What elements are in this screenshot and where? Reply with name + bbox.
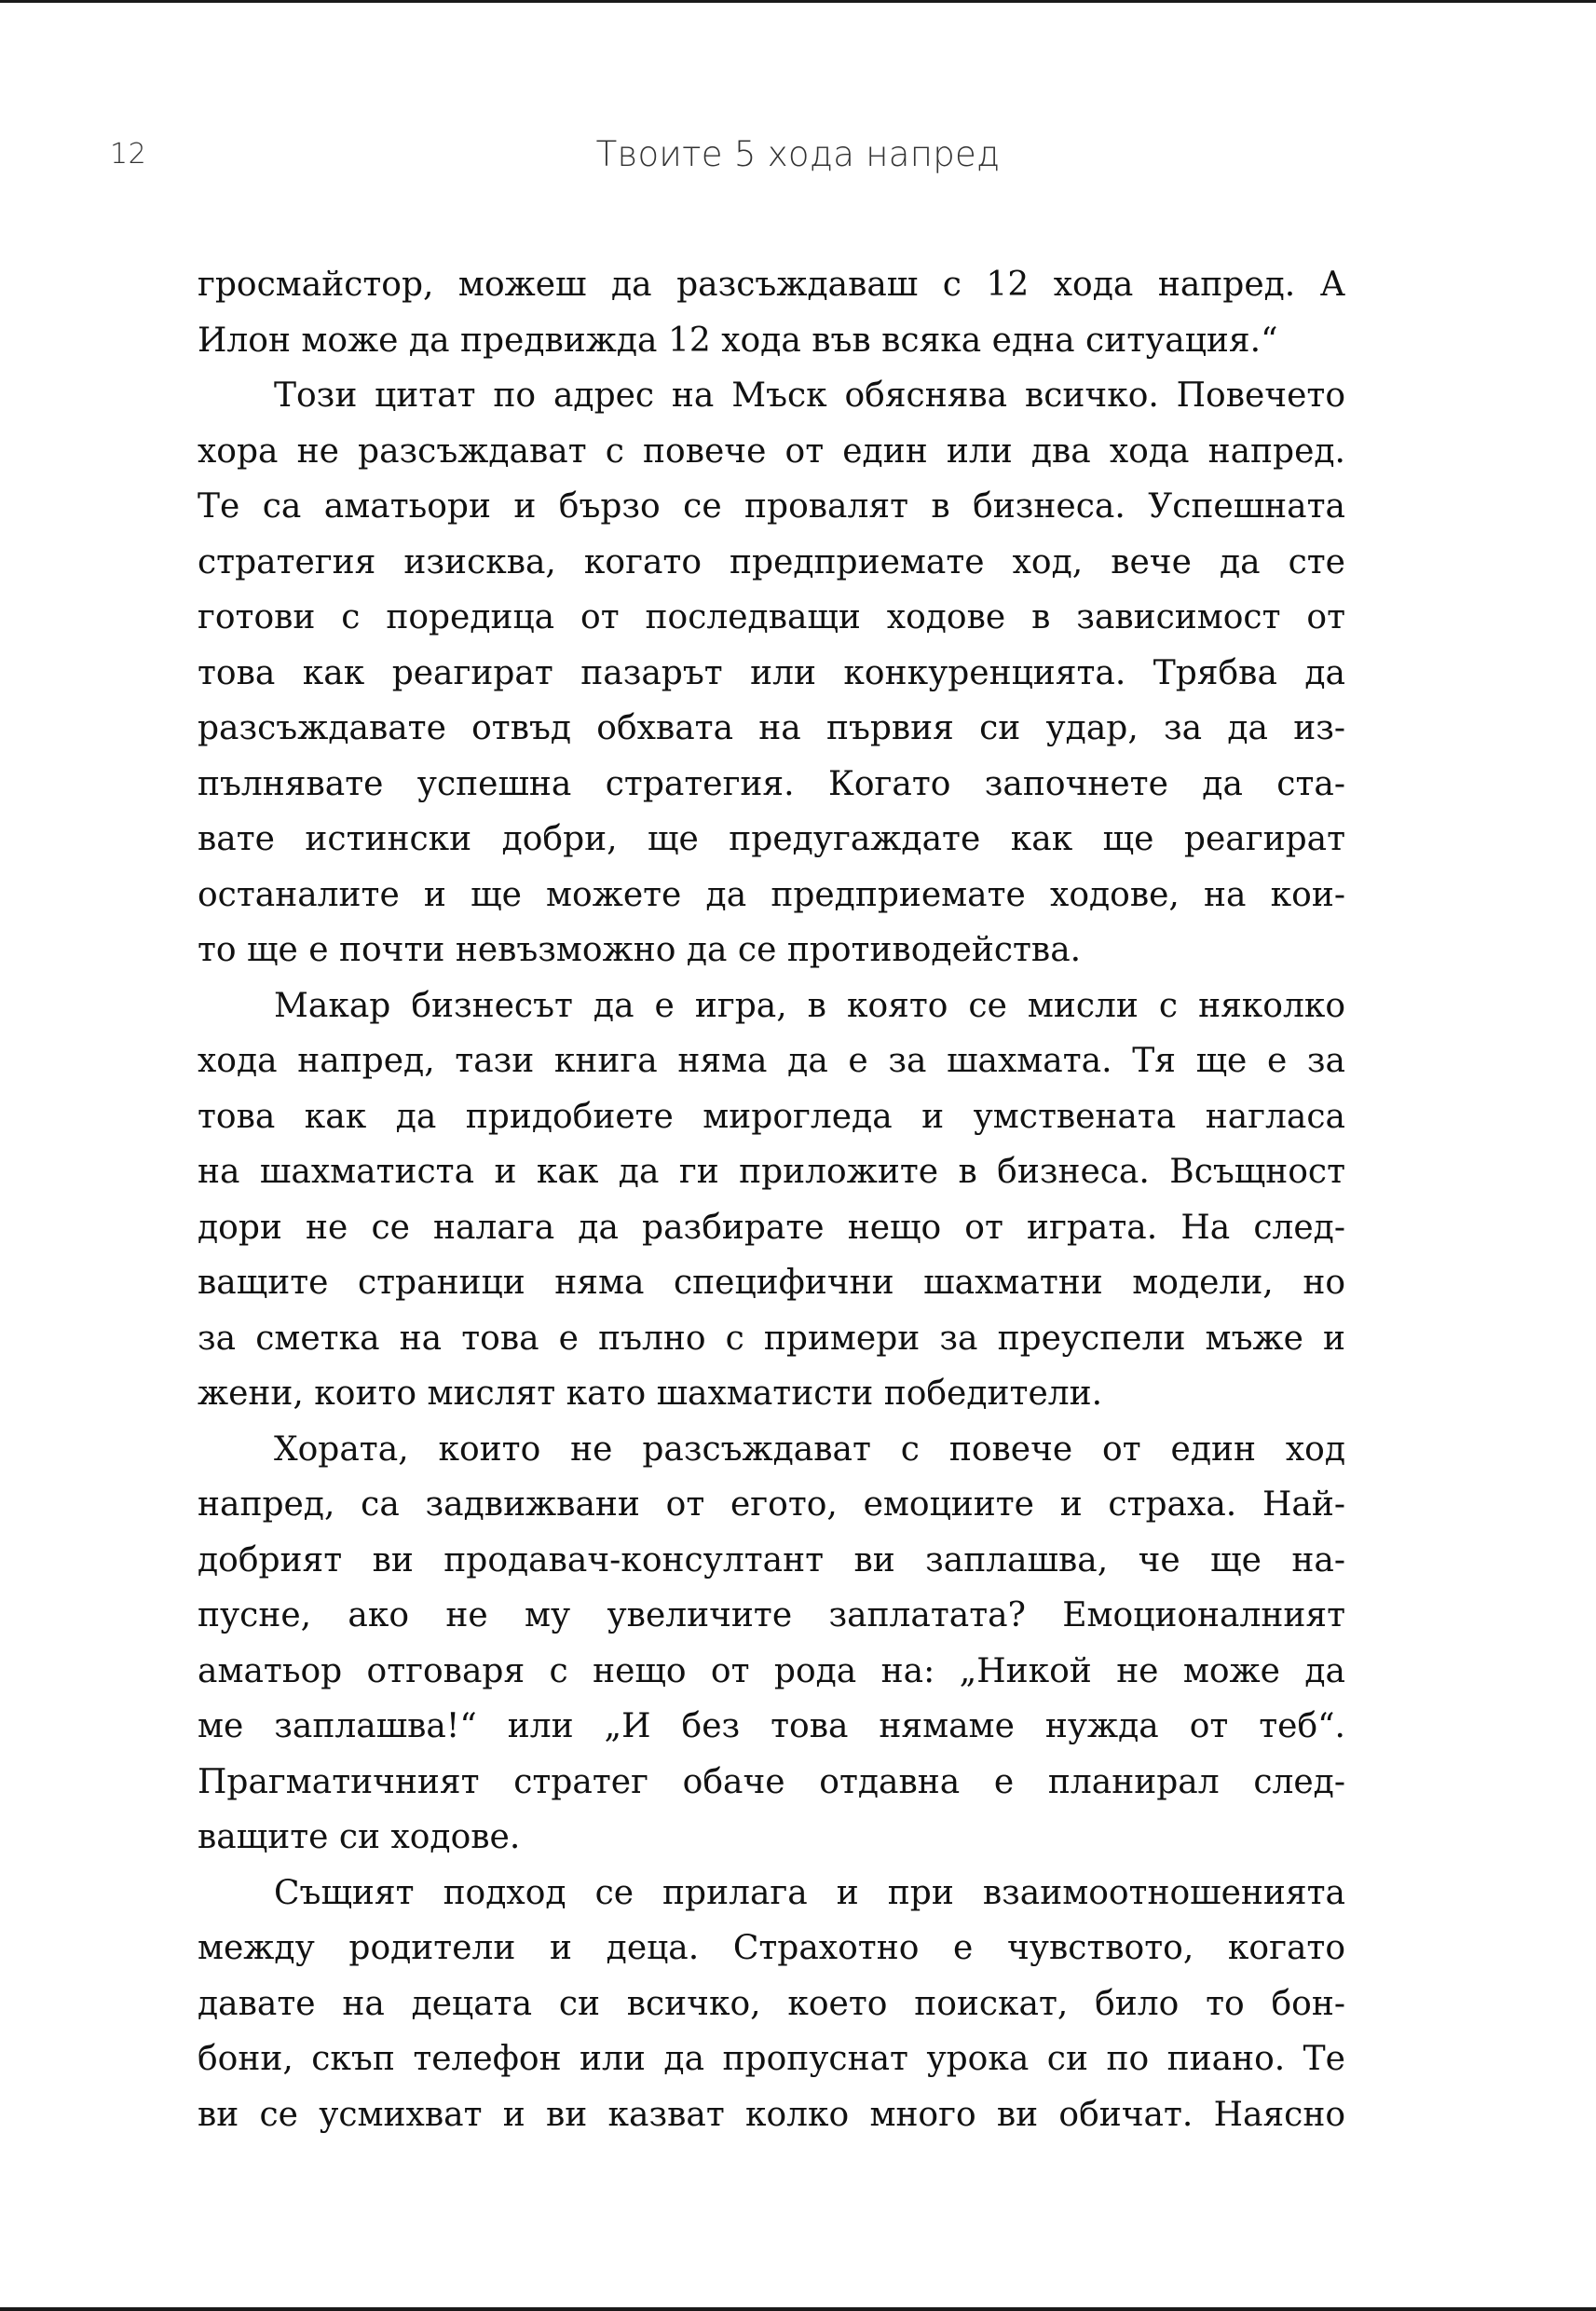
- text-line: на шахматиста и как да ги приложите в бизнеса. Всъщност: [198, 1153, 1345, 1191]
- text-line: това как реагират пазарът или конкуренцията. Трябва да: [198, 653, 1345, 692]
- text-line: готови с поредица от последващи ходове в зависимост от: [198, 598, 1345, 636]
- paragraph: [198, 1866, 1345, 2143]
- running-head: [0, 130, 1596, 177]
- text-line: пусне, ако не му увеличите заплатата? Емоционалният: [198, 1596, 1345, 1634]
- text-line: Макар бизнесът да е игра, в която се мисли с няколко: [274, 986, 1345, 1025]
- paragraph: [198, 257, 1345, 368]
- text-line: ме заплашва!“ или „И без това нямаме нужда от теб“.: [198, 1707, 1345, 1745]
- text-line: пълнявате успешна стратегия. Когато започнете да ста-: [198, 764, 1345, 803]
- paragraph: [198, 1422, 1345, 1866]
- text-line: хора не разсъждават с повече от един или два хода напред.: [198, 431, 1345, 471]
- text-line: ващите страници няма специфични шахматни модели, но: [198, 1264, 1345, 1302]
- page-bottom-border: [0, 2307, 1596, 2311]
- text-line: бони, скъп телефон или да пропуснат урока си по пиано. Те: [198, 2040, 1345, 2078]
- text-line: Същият подход се прилага и при взаимоотношенията: [274, 1873, 1345, 1912]
- text-line: вате истински добри, ще предугаждате как ще реагират: [198, 820, 1345, 858]
- text-line: това как да придобиете мирогледа и умствената нагласа: [198, 1097, 1345, 1136]
- text-line: за сметка на това е пълно с примери за преуспели мъже и: [198, 1319, 1345, 1358]
- running-title: Твоите 5 хода напред: [595, 134, 1001, 174]
- body-text: [198, 257, 1345, 2142]
- text-line: напред, са задвижвани от егото, емоциите и страха. Най-: [198, 1485, 1345, 1524]
- page-top-border: [0, 0, 1596, 3]
- text-line: дори не се налага да разбирате нещо от играта. На след-: [198, 1208, 1345, 1247]
- text-line: жени, които мислят като шахматисти победители.: [198, 1374, 1103, 1413]
- text-line: Илон може да предвижда 12 хода във всяка една ситуация.“: [198, 321, 1278, 360]
- text-line: Те са аматьори и бързо се провалят в бизнеса. Успешната: [198, 487, 1345, 526]
- text-line: ващите си ходове.: [198, 1818, 521, 1856]
- text-line: то ще е почти невъзможно да се противодейства.: [198, 931, 1082, 969]
- page-number: 12: [110, 138, 147, 171]
- text-line: Хората, които не разсъждават с повече от един ход: [274, 1429, 1345, 1469]
- text-line: Прагматичният стратег обаче отдавна е планирал след-: [198, 1762, 1345, 1801]
- paragraph: [198, 978, 1345, 1422]
- text-line: стратегия изисква, когато предприемате ход, вече да сте: [198, 542, 1345, 581]
- text-line: Този цитат по адрес на Мъск обяснява всичко. Повечето: [274, 376, 1345, 415]
- text-line: гросмайстор, можеш да разсъждаваш с 12 хода напред. А: [198, 266, 1345, 304]
- text-line: хода напред, тази книга няма да е за шахмата. Тя ще е за: [198, 1042, 1345, 1080]
- text-line: ви се усмихват и ви казват колко много ви обичат. Наясно: [198, 2095, 1345, 2134]
- text-line: разсъждавате отвъд обхвата на първия си удар, за да из-: [198, 709, 1345, 747]
- paragraph: [198, 368, 1345, 978]
- text-line: добрият ви продавач-консултант ви заплашва, че ще на-: [198, 1540, 1345, 1579]
- text-line: аматьор отговаря с нещо от рода на: „Никой не може да: [198, 1651, 1345, 1690]
- text-line: давате на децата си всичко, което поискат, било то бон-: [198, 1984, 1345, 2023]
- text-line: между родители и деца. Страхотно е чувството, когато: [198, 1929, 1345, 1967]
- text-line: останалите и ще можете да предприемате ходове, на кои-: [198, 875, 1345, 914]
